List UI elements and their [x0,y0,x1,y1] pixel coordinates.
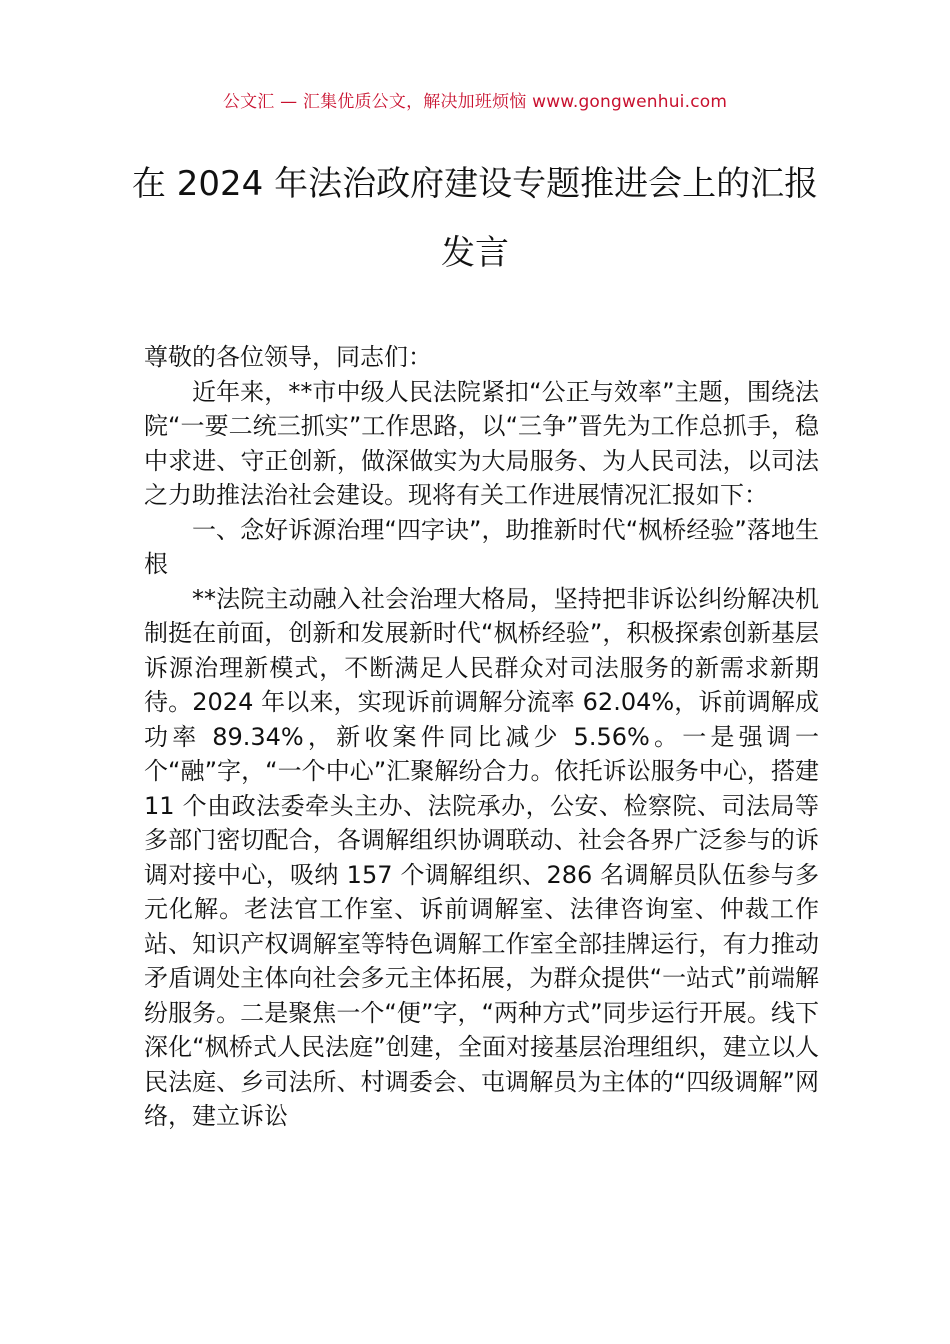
paragraph-intro: 近年来，**市中级人民法院紧扣“公正与效率”主题，围绕法院“一要二统三抓实”工作思路，以“三争”晋先为工作总抓手，稳中求进、守正创新，做深做实为大局服务、为人民司法，以司法之力助推法治社会建设。现将有关工作进展情况汇报如下： [144,377,819,509]
document-title: 在 2024 年法治政府建设专题推进会上的汇报发言 [131,164,819,273]
document-body [144,340,819,1134]
salutation: 尊敬的各位领导，同志们： [144,343,432,371]
header-watermark-note: 公文汇 — 汇集优质公文，解决加班烦恼 www.gongwenhui.com [222,92,728,112]
paragraph-section-1: **法院主动融入社会治理大格局，坚持把非诉讼纠纷解决机制挺在前面，创新和发展新时代“枫桥经验”，积极探索创新基层诉源治理新模式，不断满足人民群众对司法服务的新需求新期待。2024 年以来，实现诉前调解分流率 62.04%，诉前调解成功率 89.34%，新收案件同比减少 5.56%。一是强调一个“融”字，“一个中心”汇聚解纷合力。依托诉讼服务中心，搭建 11 个由政法委牵头主办、法院承办，公安、检察院、司法局等多部门密切配合，各调解组织协调联动、社会各界广泛参与的诉调对接中心，吸纳 157 个调解组织、286 名调解员队伍参与多元化解。老法官工作室、诉前调解室、法律咨询室、仲裁工作站、知识产权调解室等特色调解工作室全部挂牌运行，有力推动矛盾调处主体向社会多元主体拓展，为群众提供“一站式”前端解纷服务。二是聚焦一个“便”字，“两种方式”同步运行开展。线下深化“枫桥式人民法庭”创建，全面对接基层治理组织，建立以人民法庭、乡司法所、村调委会、屯调解员为主体的“四级调解”网络，建立诉讼 [144,584,819,1130]
section-heading-1: 一、念好诉源治理“四字诀”，助推新时代“枫桥经验”落地生根 [144,515,819,578]
